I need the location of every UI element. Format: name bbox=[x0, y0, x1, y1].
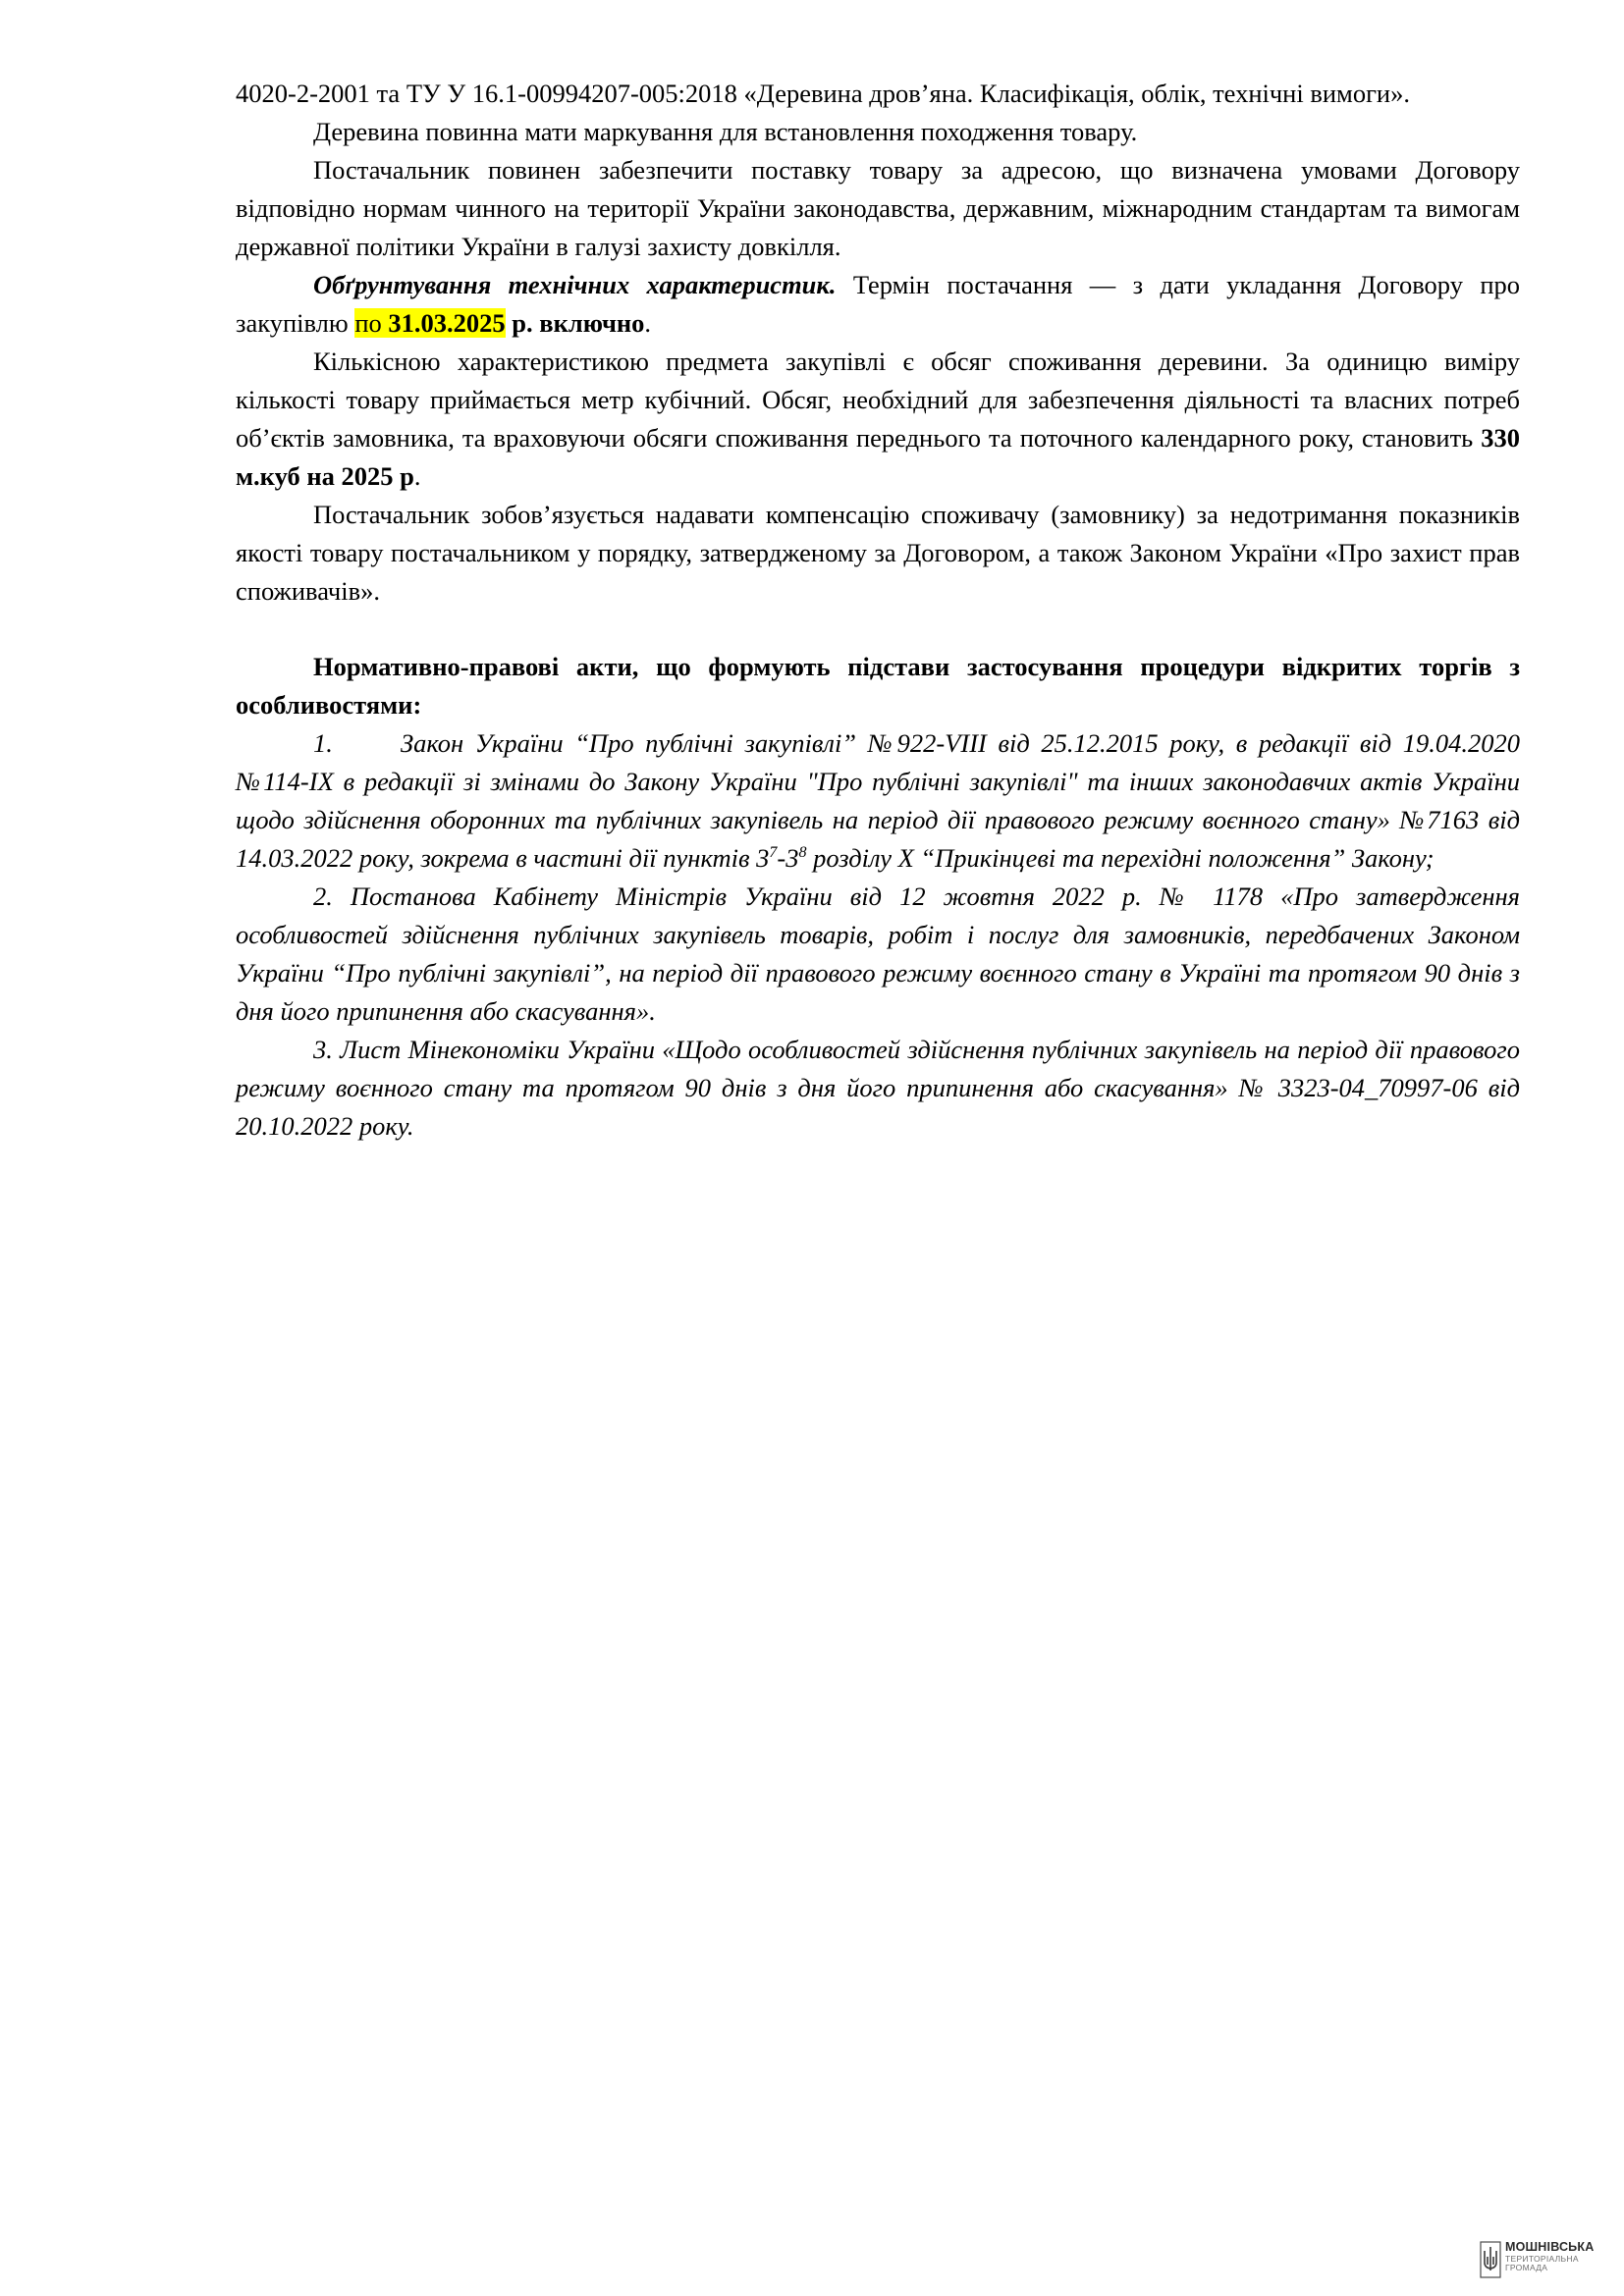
logo-subtitle-2: ГРОМАДА bbox=[1505, 2263, 1548, 2272]
logo-subtitle-1: ТЕРИТОРІАЛЬНА bbox=[1505, 2253, 1579, 2264]
legal-act-item-3: 3. Лист Мінекономіки України «Щодо особливостей здійснення публічних закупівель на період дії правового режиму воєнного стану та протягом 90 днів з дня його припинення або скасування» № 3323-04_70997-06 від 20.10.2022 року. bbox=[236, 1035, 1520, 1141]
document-page bbox=[236, 75, 1520, 1146]
superscript-8: 8 bbox=[798, 844, 807, 862]
deadline-date: 31.03.2025 bbox=[388, 308, 506, 338]
trident-icon bbox=[1480, 2241, 1501, 2278]
legal-act-item-1 bbox=[236, 724, 1520, 878]
paragraph-justification bbox=[236, 266, 1520, 343]
logo-title: МОШНІВСЬКА bbox=[1505, 2240, 1595, 2254]
justification-text: Термін постачання — з дати укладання Договору про закупівлю bbox=[236, 270, 1520, 338]
deadline-suffix: р. включно bbox=[505, 308, 645, 338]
legal-act-item-1-text-end: розділу X “Прикінцеві та перехідні положення” Закону; bbox=[806, 843, 1435, 873]
dash-3: -3 bbox=[777, 843, 799, 873]
spacer bbox=[236, 611, 1520, 648]
community-logo bbox=[1480, 2241, 1617, 2284]
superscript-7: 7 bbox=[769, 844, 778, 862]
paragraph-standards: 4020-2-2001 та ТУ У 16.1-00994207-005:2018 «Деревина дров’яна. Класифікація, облік, технічні вимоги». bbox=[236, 79, 1410, 108]
legal-act-item-1-text: Закон України “Про публічні закупівлі” №922-VIII від 25.12.2015 року, в редакції від 19.04.2020 №114-IX в редакції зі змінами до Закону України "Про публічні закупівлі" та інших законодавчих актів України щодо здійснення оборонних та публічних закупівель на період дії правового режиму воєнного стану» №7163 від 14.03.2022 року, зокрема в частині дії пунктів 3 bbox=[236, 728, 1520, 873]
quantity-end: . bbox=[413, 461, 421, 491]
section-heading-text: Нормативно-правові акти, що формують підстави застосування процедури відкритих торгів з особливостями: bbox=[236, 652, 1520, 720]
quantity-text: Кількісною характеристикою предмета закупівлі є обсяг споживання деревини. За одиницю виміру кількості товару приймається метр кубічний. Обсяг, необхідний для забезпечення діяльності та власних потреб об’єктів замовника, та враховуючи обсяги споживання переднього та поточного календарного року, становить bbox=[236, 347, 1520, 453]
paragraph-marking: Деревина повинна мати маркування для встановлення походження товару. bbox=[313, 117, 1138, 146]
paragraph-supplier-delivery: Постачальник повинен забезпечити поставку товару за адресою, що визначена умовами Договору відповідно нормам чинного на території України законодавства, державним, міжнародним стандартам та вимогам державної політики України в галузі захисту довкілля. bbox=[236, 155, 1520, 261]
paragraph-compensation: Постачальник зобов’язується надавати компенсацію споживачу (замовнику) за недотримання показників якості товару постачальником у порядку, затвердженому за Договором, а також Законом України «Про захист прав споживачів». bbox=[236, 500, 1520, 606]
legal-act-item-1-number: 1. bbox=[313, 728, 333, 758]
justification-end: . bbox=[644, 308, 652, 338]
highlighted-deadline bbox=[354, 308, 505, 338]
logo-text bbox=[1505, 2241, 1594, 2272]
paragraph-quantity bbox=[236, 343, 1520, 496]
justification-title: Обґрунтування технічних характеристик. bbox=[313, 270, 837, 299]
deadline-prefix: по bbox=[354, 308, 389, 338]
section-heading bbox=[236, 648, 1520, 724]
legal-act-item-2: 2. Постанова Кабінету Міністрів України від 12 жовтня 2022 р. № 1178 «Про затвердження особливостей здійснення публічних закупівель товарів, робіт і послуг для замовників, передбачених Законом України “Про публічні закупівлі”, на період дії правового режиму воєнного стану в Україні та протягом 90 днів з дня його припинення або скасування». bbox=[236, 881, 1520, 1026]
quantity-value: 330 м.куб на 2025 р bbox=[236, 423, 1520, 491]
